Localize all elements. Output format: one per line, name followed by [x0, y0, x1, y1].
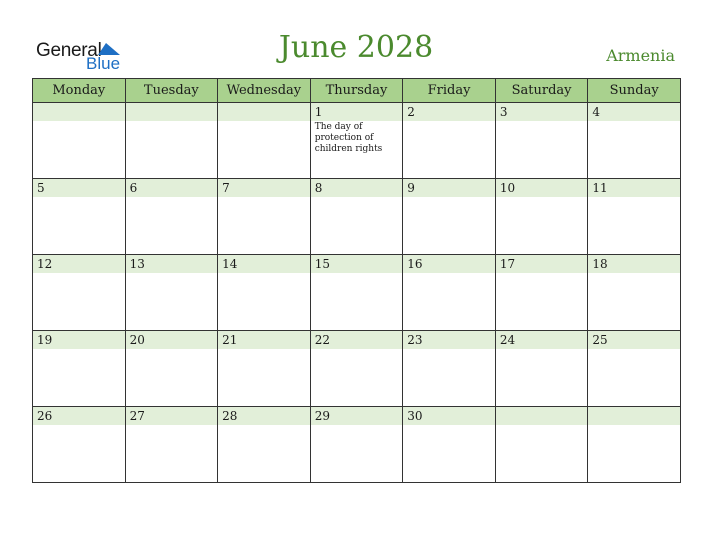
day-number: 5	[33, 179, 125, 197]
weekday-tuesday: Tuesday	[125, 79, 218, 103]
day-cell	[125, 103, 218, 179]
day-cell	[218, 255, 311, 331]
country-label: Armenia	[606, 46, 675, 65]
day-cell	[588, 255, 681, 331]
day-number: 9	[403, 179, 495, 197]
weekday-monday: Monday	[33, 79, 126, 103]
day-cell	[125, 407, 218, 483]
day-number: 8	[311, 179, 403, 197]
day-cell	[588, 103, 681, 179]
day-number: 13	[126, 255, 218, 273]
day-cell	[588, 407, 681, 483]
day-cell	[403, 407, 496, 483]
day-cell	[310, 103, 403, 179]
day-cell	[125, 331, 218, 407]
day-number: 18	[588, 255, 680, 273]
day-cell	[403, 255, 496, 331]
day-cell	[33, 407, 126, 483]
day-cell	[403, 179, 496, 255]
calendar-grid	[32, 78, 681, 483]
day-number: 28	[218, 407, 310, 425]
day-number: 30	[403, 407, 495, 425]
holiday-event: The day of protection of children rights	[314, 122, 383, 154]
week-row	[33, 331, 681, 407]
day-cell	[218, 331, 311, 407]
day-number: 21	[218, 331, 310, 349]
day-number: 2	[403, 103, 495, 121]
day-cell	[33, 103, 126, 179]
day-number: 20	[126, 331, 218, 349]
logo-blue-text: Blue	[86, 54, 121, 73]
day-cell	[218, 103, 311, 179]
day-cell	[310, 407, 403, 483]
day-number: 14	[218, 255, 310, 273]
weekday-thursday: Thursday	[310, 79, 403, 103]
day-cell	[310, 331, 403, 407]
day-number: 17	[496, 255, 588, 273]
day-cell	[495, 407, 588, 483]
day-cell	[310, 179, 403, 255]
day-cell	[403, 331, 496, 407]
day-cell	[33, 331, 126, 407]
weekday-friday: Friday	[403, 79, 496, 103]
day-cell	[495, 255, 588, 331]
day-number	[496, 407, 588, 425]
day-number: 6	[126, 179, 218, 197]
weekday-sunday: Sunday	[588, 79, 681, 103]
day-cell	[310, 255, 403, 331]
week-row	[33, 255, 681, 331]
weekday-saturday: Saturday	[495, 79, 588, 103]
day-number: 23	[403, 331, 495, 349]
day-number: 29	[311, 407, 403, 425]
day-cell	[588, 331, 681, 407]
week-row	[33, 179, 681, 255]
day-cell	[218, 179, 311, 255]
logo-general-text: General	[36, 40, 102, 61]
day-cell	[125, 255, 218, 331]
day-number: 24	[496, 331, 588, 349]
day-cell	[588, 179, 681, 255]
day-cell	[495, 331, 588, 407]
day-number	[126, 103, 218, 121]
day-number: 16	[403, 255, 495, 273]
day-number: 19	[33, 331, 125, 349]
day-number: 7	[218, 179, 310, 197]
day-cell	[33, 179, 126, 255]
calendar-title: June 2028	[278, 30, 434, 65]
day-cell	[495, 179, 588, 255]
day-number: 11	[588, 179, 680, 197]
day-cell	[403, 103, 496, 179]
day-number: 4	[588, 103, 680, 121]
day-cell	[495, 103, 588, 179]
day-number: 3	[496, 103, 588, 121]
day-number: 25	[588, 331, 680, 349]
weekday-wednesday: Wednesday	[218, 79, 311, 103]
day-number: 1	[311, 103, 403, 121]
day-number: 22	[311, 331, 403, 349]
week-row	[33, 103, 681, 179]
day-cell	[218, 407, 311, 483]
day-number: 27	[126, 407, 218, 425]
week-row	[33, 407, 681, 483]
day-number	[218, 103, 310, 121]
day-cell	[125, 179, 218, 255]
day-number: 10	[496, 179, 588, 197]
day-number: 12	[33, 255, 125, 273]
day-number: 15	[311, 255, 403, 273]
weekday-header-row	[33, 79, 681, 103]
day-number	[588, 407, 680, 425]
day-number: 26	[33, 407, 125, 425]
day-number	[33, 103, 125, 121]
day-cell	[33, 255, 126, 331]
